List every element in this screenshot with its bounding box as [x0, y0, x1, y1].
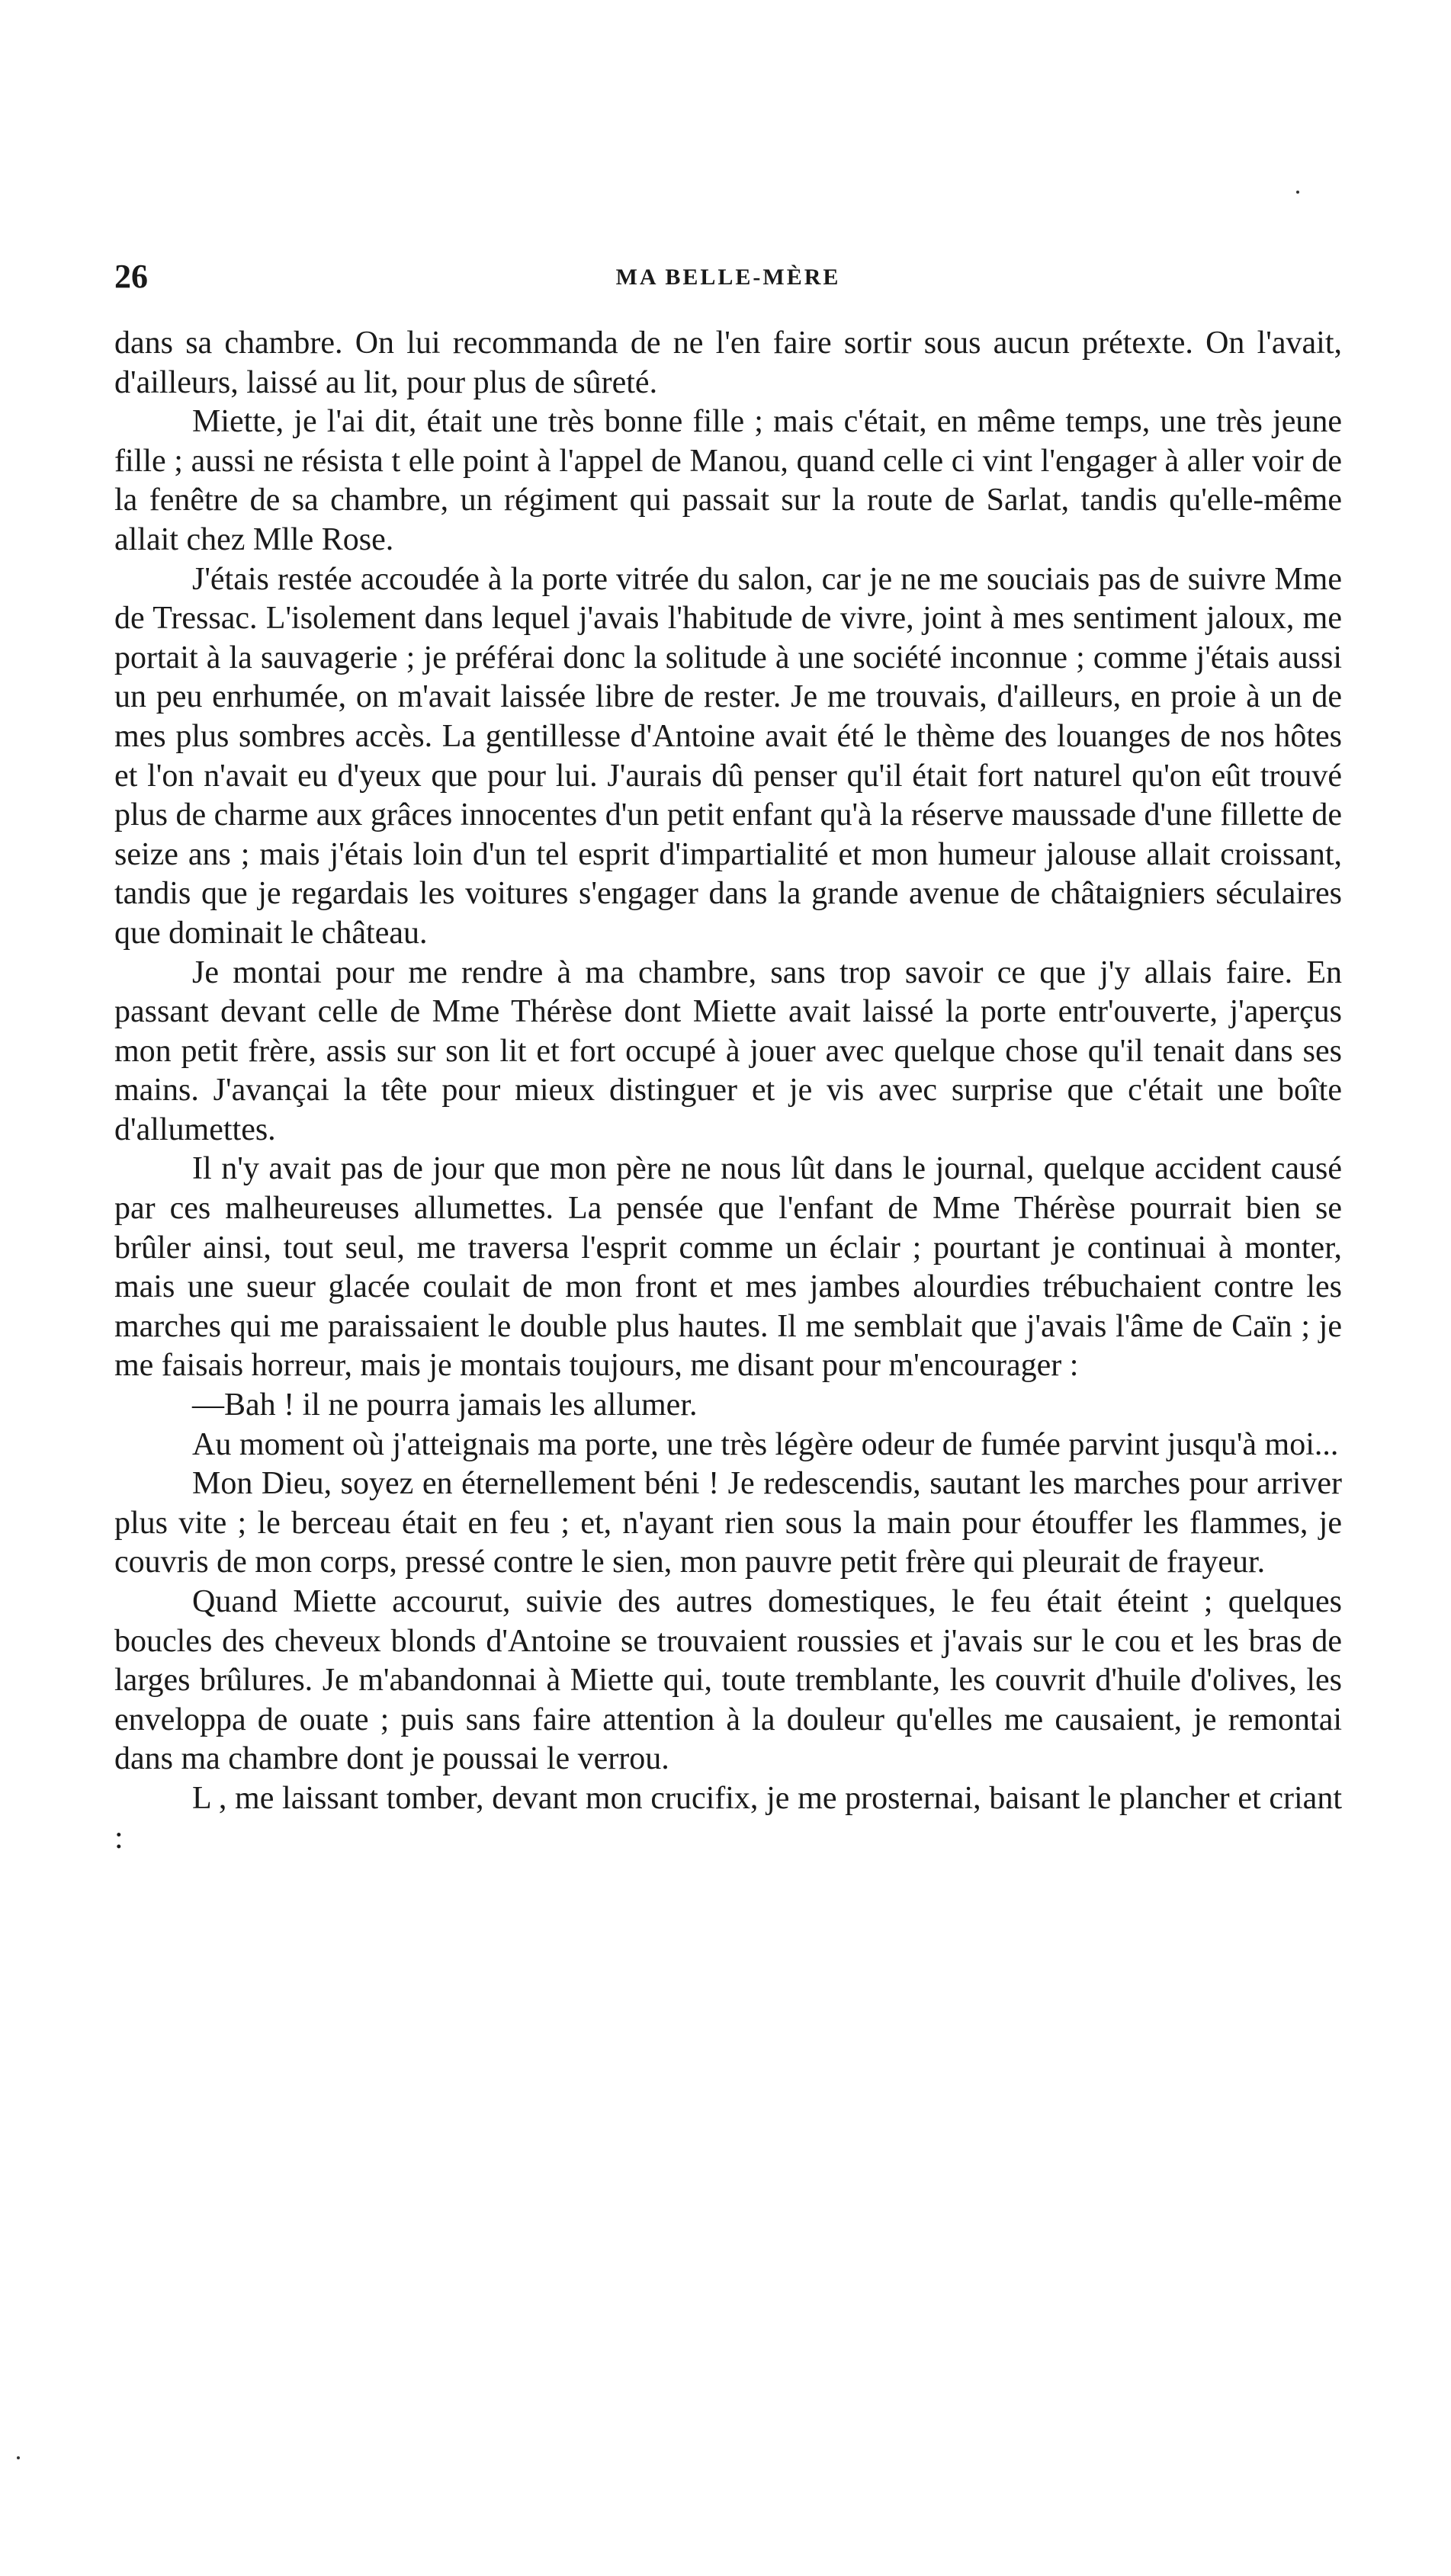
paragraph: Au moment où j'atteignais ma porte, une très légère odeur de fumée parvint jusqu'à moi... [192, 1426, 1339, 1462]
page-number: 26 [114, 258, 148, 295]
text-body [114, 324, 1342, 1858]
paragraph: Quand Miette accourut, suivie des autres domestiques, le feu était éteint ; quelques boucles des cheveux blonds d'Antoine se trouvaient roussies et j'avais sur le cou et les bras de larges brûlures. Je m'abandonnai à Miette qui, toute tremblante, les couvrit d'huile d'olives, les enveloppa de ouate ; puis sans faire attention à la douleur qu'elles me causaient, je remontai dans ma chambre dont je poussai le verrou. [114, 1584, 1342, 1777]
paragraph: L , me laissant tomber, devant mon crucifix, je me prosternai, baisant le plancher et criant : [114, 1780, 1342, 1856]
ink-speck [1296, 191, 1299, 194]
running-title: MA BELLE-MÈRE [615, 265, 841, 290]
paragraph: Mon Dieu, soyez en éternellement béni ! Je redescendis, sautant les marches pour arriver plus vite ; le berceau était en feu ; et, n'ayant rien sous la main pour étouffer les flammes, je couvris de mon corps, pressé contre le sien, mon pauvre petit frère qui pleurait de frayeur. [114, 1466, 1342, 1580]
running-head [114, 258, 1342, 296]
paragraph: Je montai pour me rendre à ma chambre, sans trop savoir ce que j'y allais faire. En passant devant celle de Mme Thérèse dont Miette avait laissé la porte entr'ouverte, j'aperçus mon petit frère, assis sur son lit et fort occupé à jouer avec quelque chose qu'il tenait dans ses mains. J'avançai la tête pour mieux distinguer et je vis avec surprise que c'était une boîte d'allumettes. [114, 954, 1342, 1147]
ink-speck [17, 2456, 20, 2459]
paragraph: dans sa chambre. On lui recommanda de ne l'en faire sortir sous aucun prétexte. On l'avait, d'ailleurs, laissé au lit, pour plus de sûreté. [114, 326, 1342, 400]
paragraph: Miette, je l'ai dit, était une très bonne fille ; mais c'était, en même temps, une très jeune fille ; aussi ne résista t elle point à l'appel de Manou, quand celle ci vint l'engager à aller voir de la fenêtre de sa chambre, un régiment qui passait sur la route de Sarlat, tandis qu'elle-même allait chez Mlle Rose. [114, 404, 1342, 557]
paragraph: J'étais restée accoudée à la porte vitrée du salon, car je ne me souciais pas de suivre Mme de Tressac. L'isolement dans lequel j'avais l'habitude de vivre, joint à mes sentiment jaloux, me portait à la sauvagerie ; je préférai donc la solitude à une société inconnue ; comme j'étais aussi un peu enrhumée, on m'avait laissée libre de rester. Je me trouvais, d'ailleurs, en proie à un de mes plus sombres accès. La gentillesse d'Antoine avait été le thème des louanges de nos hôtes et l'on n'avait eu d'yeux que pour lui. J'aurais dû penser qu'il était fort naturel qu'on eût trouvé plus de charme aux grâces innocentes d'un petit enfant qu'à la réserve maussade d'une fillette de seize ans ; mais j'étais loin d'un tel esprit d'impartialité et mon humeur jalouse allait croissant, tandis que je regardais les voitures s'engager dans la grande avenue de châtaigniers séculaires que dominait le château. [114, 561, 1342, 951]
paragraph: Il n'y avait pas de jour que mon père ne nous lût dans le journal, quelque accident causé par ces malheureuses allumettes. La pensée que l'enfant de Mme Thérèse pourrait bien se brûler ainsi, tout seul, me traversa l'esprit comme un éclair ; pourtant je continuai à monter, mais une sueur glacée coulait de mon front et mes jambes alourdies trébuchaient contre les marches qui me paraissaient le double plus hautes. Il me semblait que j'avais l'âme de Caïn ; je me faisais horreur, mais je montais toujours, me disant pour m'encourager : [114, 1151, 1342, 1384]
dialogue-line: —Bah ! il ne pourra jamais les allumer. [192, 1387, 698, 1423]
